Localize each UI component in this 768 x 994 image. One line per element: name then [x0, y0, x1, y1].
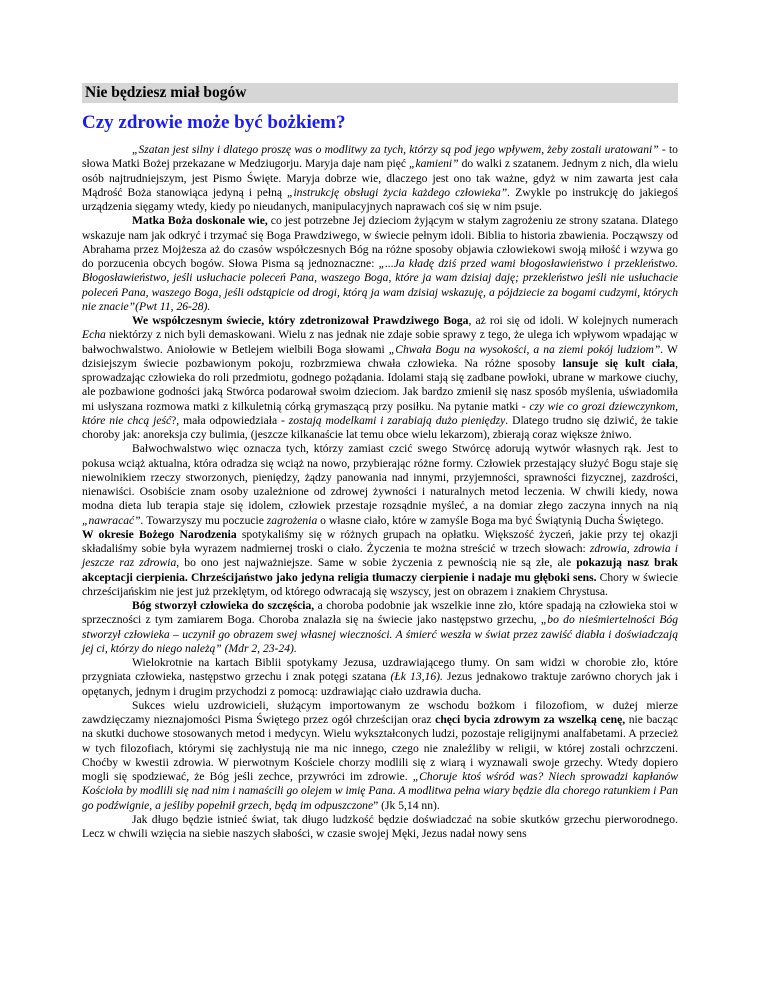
text-run: „...Ja kładę dziś przed wami błogosławieństwo i przekleństwo. Błogosławieństwo, jeśli usłuchacie poleceń Pana, waszego Boga, które ja wam dzisiaj daję; przekleństwo jeśli nie usłuchacie poleceń Pana, waszego Boga, jeśli odstąpicie od drogi, którą ja wam dzisiaj wskazuję, a pójdziecie za bogami cudzymi, których nie znacie”(Pwt 11, 26-28). [82, 257, 678, 313]
text-run: pokazują nasz brak akceptacji cierpienia. Chrześcijaństwo jako jedyna religia tłumaczy cierpienie i nadaje mu głęboki sens. [82, 556, 678, 584]
text-run: bo ono jest najważniejsze. Same w sobie życzenia z pewnością nie są złe, ale [179, 556, 577, 570]
paragraph [82, 599, 678, 656]
text-run: niektórzy z nich byli demaskowani. Wielu z nas jednak nie zdaje sobie sprawy z tego, że ulega ich wpływom wpadając w bałwochwalstwo. Aniołowie w Betlejem wielbili Boga słowami [82, 328, 678, 356]
text-run: „kamieni” [409, 157, 459, 171]
paragraph [82, 656, 678, 699]
text-run: „Szatan jest silny i dlatego proszę was o modlitwy za tych, którzy są pod jego wpływem, żeby zostali uratowani” [132, 143, 659, 156]
text-run: spotykaliśmy się w różnych grupach na opłatku. Większość życzeń, jakie przy tej okazji składaliśmy sobie była wyrazem nadmiernej troski o ciało. Życzenia te można streścić w trzech słowach: [82, 527, 679, 555]
text-run: do walki z szatanem. Jednym z nich, dla wielu osób najtrudniejszym, jest Pismo Święte. Maryja dobrze wie, dlaczego jest ono tak ważne, gdyż w nim zawarta jest cała Mądrość Boża stanowiąca jedyną i pełną [82, 157, 678, 199]
paragraph [82, 699, 678, 813]
text-run: Towarzyszy mu poczucie [143, 513, 267, 527]
article-title: Czy zdrowie może być bożkiem? [82, 112, 346, 133]
document-page [82, 83, 678, 841]
text-run: We współczesnym świecie, który zdetronizował Prawdziwego Boga [132, 314, 469, 327]
paragraph [82, 528, 678, 599]
text-run: Jezus jednakowo traktuje zarówno chorych jak i opętanych, jednym i drugim przychodzi z pomocą: uzdrawiając ciało uzdrawia ducha. [82, 670, 678, 698]
text-run: , aż roi się od idoli. W kolejnych numerach [468, 314, 678, 327]
text-run: nie bacząc na skutki duchowe stosowanych metod i medycyn. Wielu wykształconych ludzi, pozostaje religijnymi analfabetami. A przecież w tych filozofiach, którymi się zachłystują nie ma nic innego, czego nie znaleźliby w religii, w której zostali ochrzczeni. Choćby w kwestii zdrowia. W pierwotnym Kościele chorzy modlili się z wiarą i wyznawali swoje grzechy. Wtedy dopiero mogli się spodziewać, że Bóg jeśli zechce, przywróci im zdrowie. [82, 713, 679, 783]
text-run: W okresie Bożego Narodzenia [82, 527, 237, 541]
text-run: . Dlatego trudno się dziwić, że takie choroby jak: anoreksja czy bulimia, (jeszcze kilkanaście lat temu obce wielu lekarzom), zbierają coraz większe żniwo. [82, 413, 678, 441]
text-run: „bo do nieśmiertelności Bóg stworzył człowieka – uczynił go obrazem swej własnej wieczności. A śmierć weszła w świat przez zawiść diabła i doświadczają jej ci, którzy do niego należą” (Mdr 2, 23-24). [82, 613, 678, 655]
article-body [82, 143, 678, 841]
text-run: ?, mała odpowiedziała - [171, 413, 289, 427]
text-run: zdrowia, zdrowia i jeszcze raz zdrowia, [82, 542, 678, 570]
text-run: Wielokrotnie na kartach Biblii spotykamy Jezusa, uzdrawiającego tłumy. On sam widzi w chorobie zło, które przygniata człowieka, następstwo grzechu i znak potęgi szatana [82, 656, 678, 684]
text-run: Sukces wielu uzdrowicieli, służącym importowanym ze wschodu bożkom i filozofiom, w dużej mierze zawdzięczamy nieznajomości Pisma Świętego przez ogół chrześcijan oraz [82, 698, 678, 726]
text-run: Bałwochwalstwo więc oznacza tych, którzy zamiast czcić swego Stwórcę adorują wytwór własnych rąk. Jest to pokusa wciąż aktualna, która odradza się wciąż na nowo, przybierając różne formy. Człowiek przestający służyć Bogu staje się niewolnikiem rzeczy stworzonych, pieniędzy, żądzy panowania nad innymi, przyjemności, sprawności fizycznej, zazdrości, nienawiści. Osobiście znam osoby uzależnione od zdrowej żywności i naturalnych metod leczenia. W chwili kiedy, nowa modna dieta lub terapia staje się idolem, człowiek przestaje rozsądnie myśleć, a na domiar złego zaczyna innych na nią [82, 442, 678, 513]
text-run: co jest potrzebne Jej dzieciom żyjącym w stałym zagrożeniu ze strony szatana. Dlatego wskazuje nam jak odkryć i trzymać się Boga Prawdziwego, w świecie pełnym idoli. Biblia to historia zbawienia. Począwszy od Abrahama przez Mojżesza aż do czasów współczesnych Bóg na różne sposoby objawia człowiekowi swoją miłość i wzywa go do porzucenia obcych bogów. Słowa Pisma są jednoznaczne: [82, 214, 679, 270]
text-run: ” (Jk 5,14 nn). [373, 798, 440, 812]
text-run: zagrożenia [266, 513, 318, 527]
text-run: a choroba podobnie jak wszelkie inne zło, które spadają na człowieka stoi w sprzeczności z tym zamiarem Boga. Choroba znalazła się na świecie jako następstwo grzechu, [82, 599, 678, 627]
paragraph [82, 214, 678, 314]
paragraph [82, 143, 678, 214]
text-run: „Choruje ktoś wśród was? Niech sprowadzi kapłanów Kościoła by modlili się nad nim i namaścili go olejem w imię Pana. A modlitwa pełna wiary będzie dla chorego ratunkiem i Pan go podźwignie, a jeśliby popełnił grzech, będą im odpuszczone [82, 770, 678, 812]
text-run: zostają modelkami i zarabiają dużo pieniędzy [288, 413, 506, 427]
text-run: Bóg stworzył człowieka do szczęścia, [132, 599, 315, 612]
text-run: W dzisiejszym świecie pozbawionym pokoju, rozbrzmiewa chwała człowieka. Na różne sposoby [82, 342, 678, 370]
text-run: Jak długo będzie istnieć świat, tak długo ludzkość będzie doświadczać na sobie skutków grzechu pierworodnego. Lecz w chwili wzięcia na siebie naszych słabości, w czasie swojej Męki, Jezus nadał nowy sens [82, 812, 678, 840]
text-run: Matka Boża doskonale wie, [132, 214, 268, 228]
text-run: „Chwała Bogu na wysokości, a na ziemi pokój ludziom”. [388, 342, 664, 356]
text-run: - to słowa Matki Bożej przekazane w Medziugorju. Maryja daje nam pięć [82, 143, 678, 171]
text-run: Echa [82, 328, 106, 342]
text-run: , sprowadzając człowieka do roli przedmiotu, godnego pożądania. Idolami stają się zadbane powłoki, ubrane w markowe ciuchy, ale pozbawione godności jaką Stwórca podarował swoim dzieciom. Jak bardzo zmienił się nasz sposób myślenia, uświadomiła mi usłyszana rozmowa matki z kilkuletnią córką grymaszącą przy posiłku. Na pytanie matki - [82, 356, 678, 413]
text-run: Zwykle po instrukcję do jakiegoś urządzenia sięgamy wtedy, kiedy po nieudanych, manipulacyjnych naprawach coś się w nim psuje. [82, 185, 679, 213]
paragraph [82, 442, 678, 528]
text-run: o własne ciało, które w zamyśle Boga ma być Świątynią Ducha Świętego. [317, 513, 664, 527]
text-run: Chory w świecie chrześcijańskim nie jest już przeklętym, od którego odwracają się wszyscy, jest on obrazem i znakiem Chrystusa. [82, 570, 678, 598]
text-run: „instrukcję obsługi życia każdego człowieka”. [287, 185, 511, 199]
text-run: czy wie co grozi dziewczynkom, które nie chcą jeść [82, 399, 678, 427]
paragraph [82, 813, 678, 842]
text-run: lansuje się kult ciała [562, 356, 676, 370]
text-run: „nawracać”. [82, 513, 144, 527]
text-run: chęci bycia zdrowym za wszelką cenę, [435, 713, 626, 726]
section-heading: Nie będziesz miał bogów [82, 83, 678, 103]
paragraph [82, 314, 678, 442]
text-run: (Łk 13,16). [390, 670, 443, 684]
